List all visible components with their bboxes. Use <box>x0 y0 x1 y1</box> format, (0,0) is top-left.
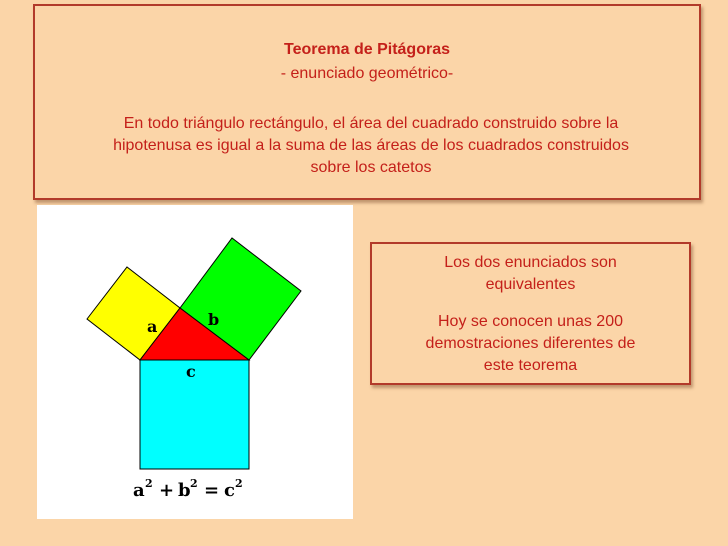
label-c: c <box>186 362 196 381</box>
statement-line: sobre los catetos <box>310 159 432 176</box>
note-line: Los dos enunciados son <box>444 254 617 271</box>
formula-a: a <box>133 480 145 501</box>
statement-line: hipotenusa es igual a la suma de las áreas de los cuadrados construidos <box>113 137 629 154</box>
note-paragraph-1 <box>372 252 689 296</box>
theorem-title: Teorema de Pitágoras <box>284 41 450 58</box>
formula-plus: + <box>159 480 175 501</box>
formula-c: c <box>224 480 235 501</box>
note-line: este teorema <box>483 357 578 374</box>
note-line: Hoy se conocen unas 200 <box>437 313 623 330</box>
formula <box>133 477 243 501</box>
formula-exp-b: 2 <box>190 477 198 490</box>
theorem-statement <box>43 113 699 179</box>
note-line: equivalentes <box>485 276 576 293</box>
label-a: a <box>147 317 158 336</box>
formula-exp-a: 2 <box>145 477 153 490</box>
note-paragraph-2 <box>372 311 689 377</box>
theorem-subtitle: - enunciado geométrico- <box>280 65 454 82</box>
pythagoras-diagram <box>37 205 353 519</box>
note-line: demostraciones diferentes de <box>425 335 636 352</box>
formula-exp-c: 2 <box>235 477 243 490</box>
pythagoras-figure <box>37 205 353 519</box>
theorem-box <box>33 4 701 200</box>
label-b: b <box>208 310 220 329</box>
formula-equals: = <box>204 480 220 501</box>
note-box <box>370 242 691 385</box>
statement-line: En todo triángulo rectángulo, el área del cuadrado construido sobre la <box>123 115 619 132</box>
formula-b: b <box>178 480 191 501</box>
